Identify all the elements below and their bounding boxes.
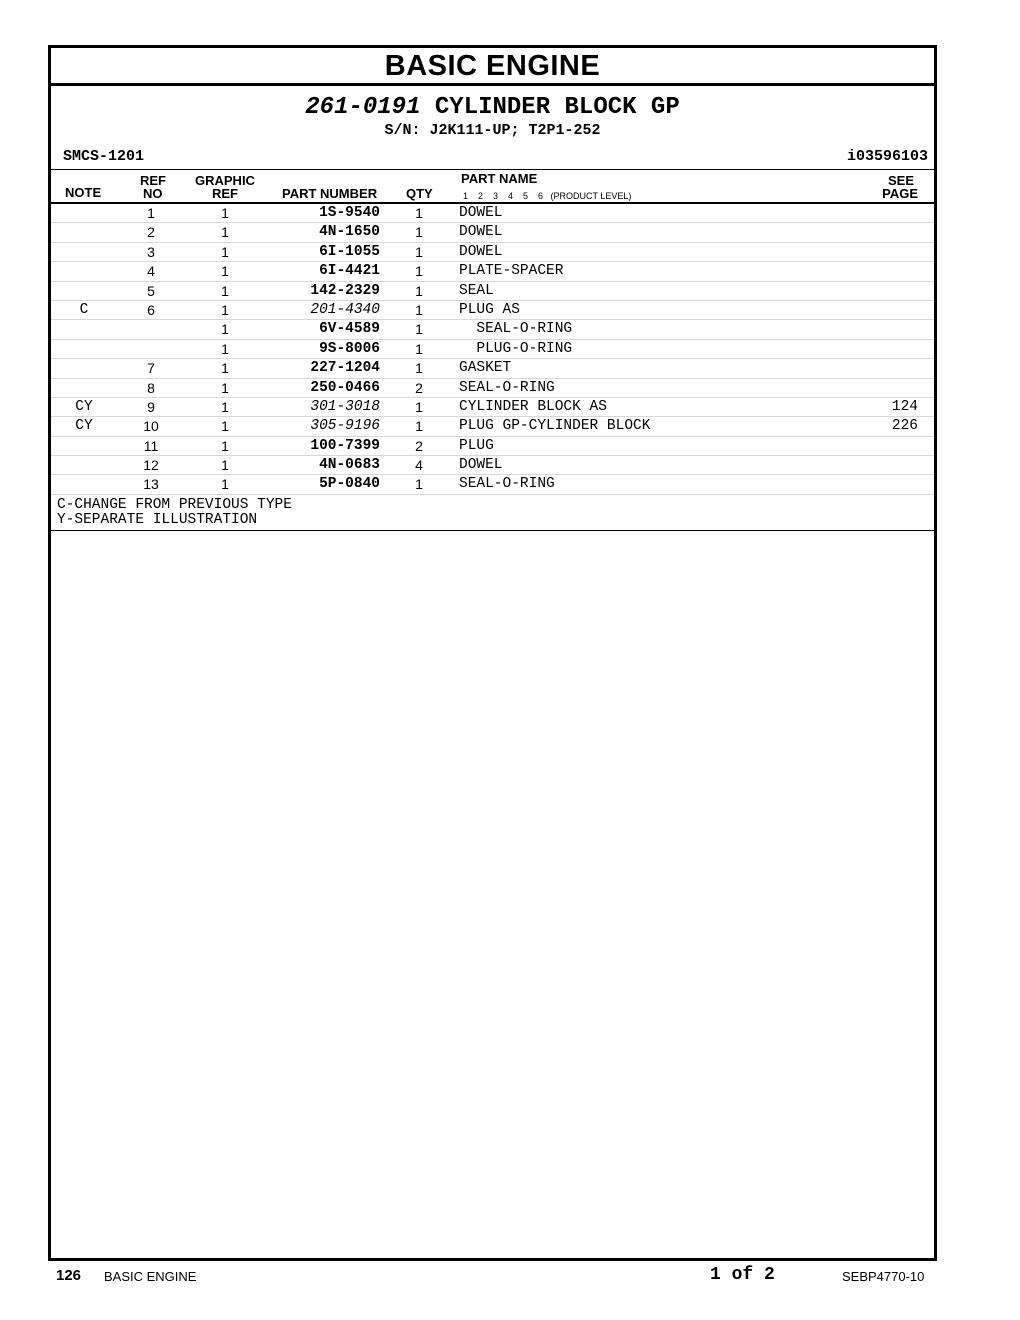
row-part-number: 6V-4589 bbox=[319, 321, 380, 338]
notes-legend bbox=[51, 495, 934, 531]
header-graphic-bottom: REF bbox=[212, 186, 238, 201]
row-part-name: SEAL-O-RING bbox=[459, 321, 573, 338]
row-ref-no: 10 bbox=[143, 418, 159, 435]
table-row bbox=[51, 262, 934, 281]
row-part-name: DOWEL bbox=[459, 224, 503, 241]
table-row bbox=[51, 475, 934, 494]
row-graphic-ref: 1 bbox=[221, 243, 229, 260]
row-qty: 1 bbox=[415, 398, 423, 415]
header-note: NOTE bbox=[65, 185, 102, 200]
section-title: BASIC ENGINE bbox=[51, 48, 934, 86]
row-part-number: 142-2329 bbox=[310, 282, 380, 299]
table-row bbox=[51, 359, 934, 378]
row-graphic-ref: 1 bbox=[221, 205, 229, 221]
row-part-name: PLUG bbox=[459, 437, 494, 454]
row-graphic-ref: 1 bbox=[221, 321, 229, 338]
row-part-name: GASKET bbox=[459, 360, 512, 377]
row-graphic-ref: 1 bbox=[221, 340, 229, 357]
table-row bbox=[51, 243, 934, 262]
table-row bbox=[51, 417, 934, 436]
page-of: 1 of 2 bbox=[710, 1265, 775, 1285]
table-row bbox=[51, 437, 934, 456]
row-part-number: 4N-0683 bbox=[319, 457, 380, 474]
row-graphic-ref: 1 bbox=[221, 437, 229, 454]
row-ref-no: 2 bbox=[147, 224, 155, 241]
table-header bbox=[51, 170, 934, 204]
row-graphic-ref: 1 bbox=[221, 263, 229, 280]
document-id: SEBP4770-10 bbox=[842, 1269, 925, 1284]
row-ref-no: 13 bbox=[143, 476, 159, 493]
row-graphic-ref: 1 bbox=[221, 360, 229, 377]
row-part-number: 301-3018 bbox=[310, 398, 380, 415]
row-part-number: 6I-1055 bbox=[319, 243, 380, 260]
row-part-name: CYLINDER BLOCK AS bbox=[459, 398, 607, 415]
row-qty: 4 bbox=[415, 457, 423, 474]
row-part-name: PLATE-SPACER bbox=[459, 263, 564, 280]
row-part-number: 1S-9540 bbox=[319, 205, 380, 221]
row-part-name: SEAL-O-RING bbox=[459, 476, 555, 493]
row-graphic-ref: 1 bbox=[221, 398, 229, 415]
header-graphic-top: GRAPHIC bbox=[195, 173, 255, 188]
row-note: CY bbox=[75, 398, 93, 415]
row-part-number: 250-0466 bbox=[310, 379, 380, 396]
header-product-levels: 1 2 3 4 5 6 (PRODUCT LEVEL) bbox=[463, 191, 632, 201]
row-graphic-ref: 1 bbox=[221, 282, 229, 299]
table-row bbox=[51, 340, 934, 359]
row-ref-no: 3 bbox=[147, 243, 155, 260]
row-graphic-ref: 1 bbox=[221, 379, 229, 396]
row-qty: 1 bbox=[415, 263, 423, 280]
row-qty: 1 bbox=[415, 340, 423, 357]
row-ref-no: 5 bbox=[147, 282, 155, 299]
row-part-name: DOWEL bbox=[459, 205, 503, 221]
header-qty: QTY bbox=[406, 186, 433, 201]
row-graphic-ref: 1 bbox=[221, 301, 229, 318]
row-part-name: DOWEL bbox=[459, 243, 503, 260]
header-see-top: SEE bbox=[887, 173, 914, 188]
table-row bbox=[51, 379, 934, 398]
row-part-number: 305-9196 bbox=[310, 418, 380, 435]
page-number: 126 bbox=[56, 1267, 82, 1284]
row-part-number: 100-7399 bbox=[310, 437, 380, 454]
row-ref-no: 7 bbox=[147, 360, 155, 377]
row-part-number: 4N-1650 bbox=[319, 224, 380, 241]
row-part-name: PLUG GP-CYLINDER BLOCK bbox=[459, 418, 651, 435]
header-ref-top: REF bbox=[140, 173, 166, 188]
row-part-name: DOWEL bbox=[459, 457, 503, 474]
meta-row bbox=[51, 145, 934, 170]
row-qty: 1 bbox=[415, 418, 423, 435]
table-row bbox=[51, 282, 934, 301]
row-graphic-ref: 1 bbox=[221, 457, 229, 474]
row-graphic-ref: 1 bbox=[221, 476, 229, 493]
table-row bbox=[51, 320, 934, 339]
row-part-name: PLUG AS bbox=[459, 301, 520, 318]
row-part-number: 201-4340 bbox=[310, 301, 380, 318]
row-qty: 1 bbox=[415, 360, 423, 377]
row-graphic-ref: 1 bbox=[221, 418, 229, 435]
row-ref-no: 6 bbox=[147, 301, 155, 318]
row-part-number: 5P-0840 bbox=[319, 476, 380, 493]
row-see-page: 226 bbox=[891, 418, 918, 435]
row-qty: 1 bbox=[415, 243, 423, 260]
smcs-code: SMCS-1201 bbox=[63, 148, 145, 165]
row-ref-no: 1 bbox=[147, 205, 155, 221]
row-qty: 1 bbox=[415, 282, 423, 299]
row-qty: 1 bbox=[415, 224, 423, 241]
group-name: CYLINDER BLOCK GP bbox=[434, 94, 680, 121]
table-row bbox=[51, 301, 934, 320]
row-part-number: 9S-8006 bbox=[319, 340, 380, 357]
row-qty: 1 bbox=[415, 476, 423, 493]
row-part-number: 6I-4421 bbox=[319, 263, 380, 280]
group-part-number: 261-0191 bbox=[305, 94, 421, 121]
table-row bbox=[51, 223, 934, 242]
table-row bbox=[51, 456, 934, 475]
row-qty: 2 bbox=[415, 379, 423, 396]
illustration-id: i03596103 bbox=[846, 148, 928, 165]
page-footer bbox=[0, 1265, 1020, 1287]
row-part-name: SEAL-O-RING bbox=[459, 379, 555, 396]
header-see-bottom: PAGE bbox=[882, 186, 918, 201]
header-part-number: PART NUMBER bbox=[282, 186, 378, 201]
group-title bbox=[51, 94, 934, 122]
row-ref-no: 4 bbox=[147, 263, 155, 280]
row-qty: 1 bbox=[415, 321, 423, 338]
row-part-name: SEAL bbox=[459, 282, 494, 299]
row-qty: 1 bbox=[415, 301, 423, 318]
parts-page-frame bbox=[48, 45, 937, 1261]
header-part-name: PART NAME bbox=[461, 171, 538, 186]
row-note: C bbox=[79, 301, 89, 318]
row-ref-no: 12 bbox=[143, 457, 159, 474]
note-line: Y-SEPARATE ILLUSTRATION bbox=[57, 511, 258, 528]
header-ref-bottom: NO bbox=[143, 186, 163, 201]
row-graphic-ref: 1 bbox=[221, 224, 229, 241]
row-qty: 1 bbox=[415, 205, 423, 221]
row-ref-no: 8 bbox=[147, 379, 155, 396]
row-qty: 2 bbox=[415, 437, 423, 454]
row-ref-no: 11 bbox=[143, 437, 159, 454]
footer-section: BASIC ENGINE bbox=[104, 1269, 197, 1284]
row-part-number: 227-1204 bbox=[310, 360, 380, 377]
parts-table-body bbox=[51, 204, 934, 495]
serial-range: S/N: J2K111-UP; T2P1-252 bbox=[384, 122, 601, 139]
table-row bbox=[51, 204, 934, 223]
row-note: CY bbox=[75, 418, 93, 435]
table-row bbox=[51, 398, 934, 417]
row-ref-no: 9 bbox=[147, 398, 155, 415]
row-see-page: 124 bbox=[891, 398, 918, 415]
note-line: C-CHANGE FROM PREVIOUS TYPE bbox=[57, 496, 292, 513]
row-part-name: PLUG-O-RING bbox=[459, 340, 573, 357]
